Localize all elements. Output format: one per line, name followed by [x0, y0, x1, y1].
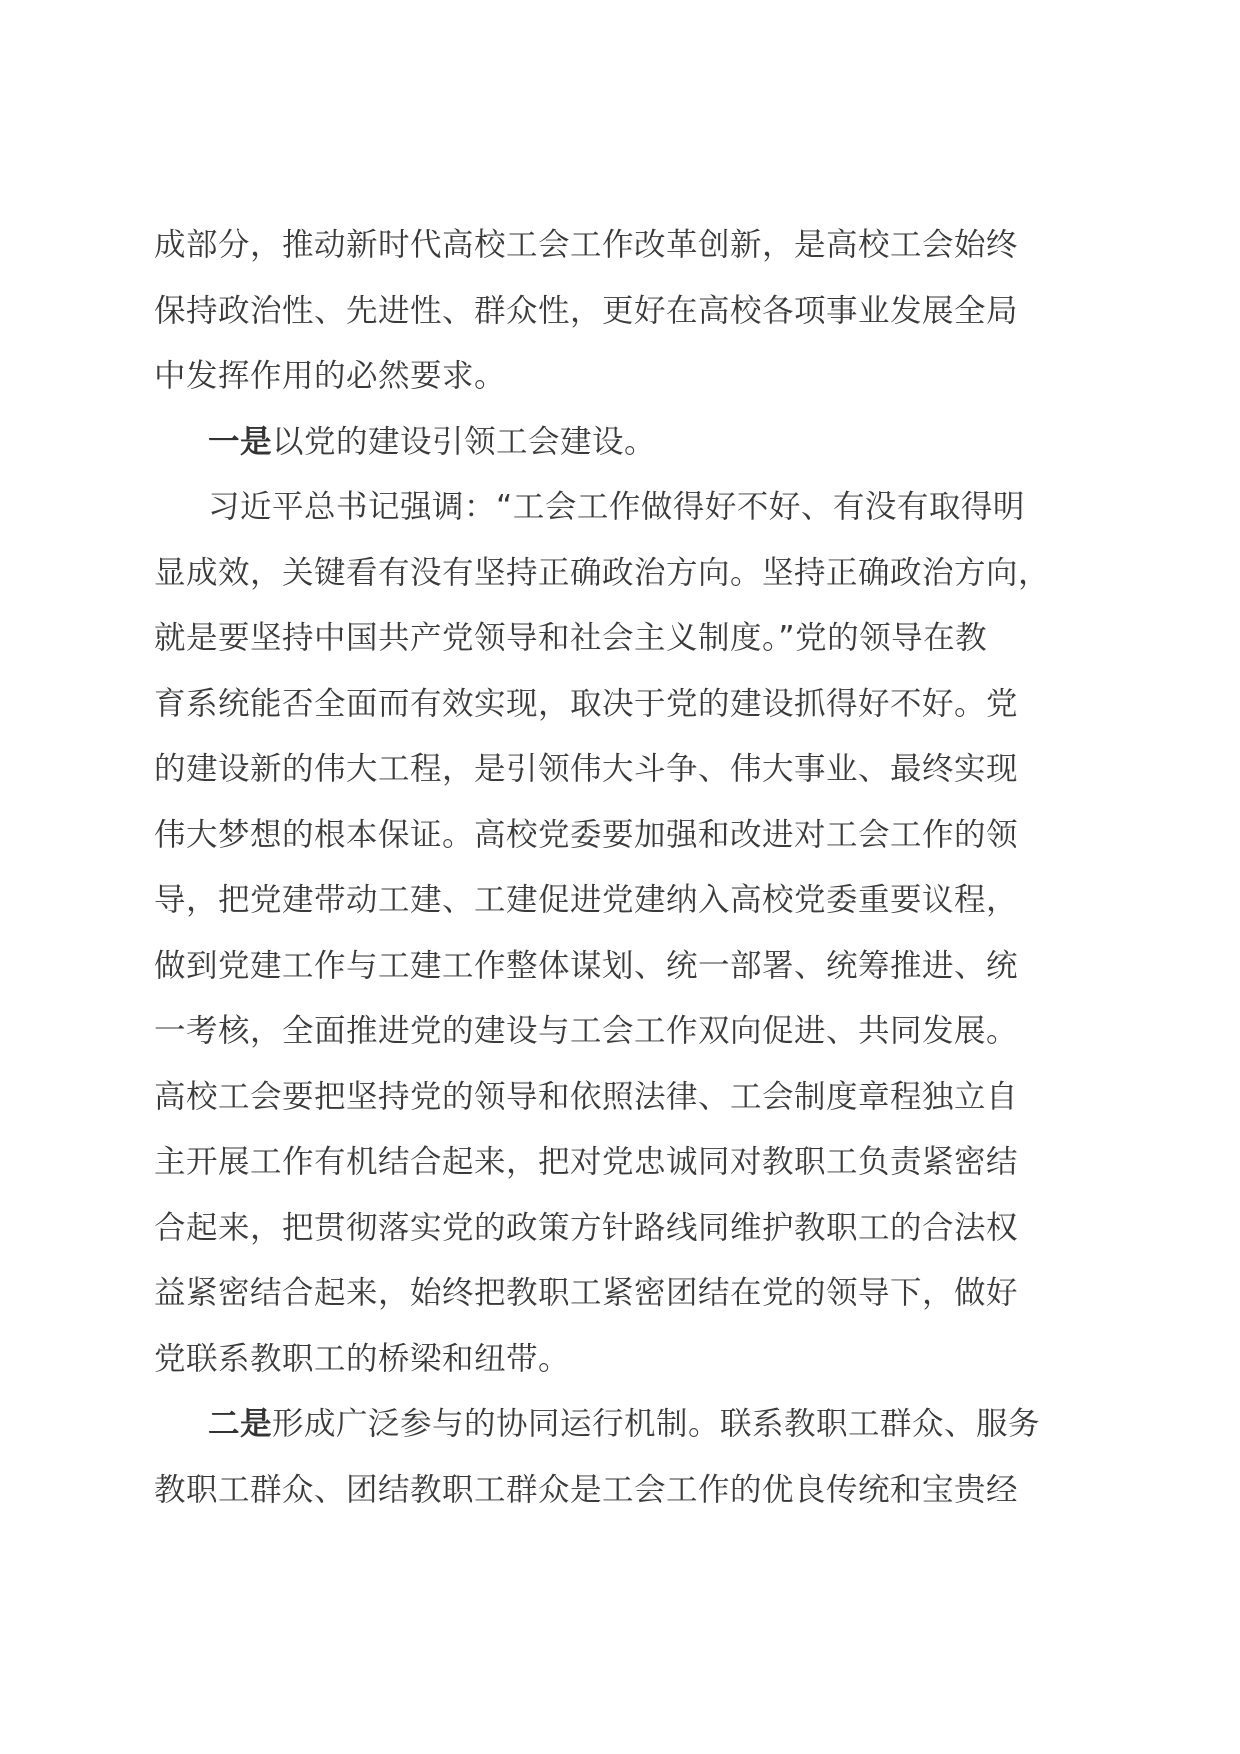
paragraph-line: 做到党建工作与工建工作整体谋划、统一部署、统筹推进、统 — [154, 947, 1019, 984]
section-heading-text: 形成广泛参与的协同运行机制。联系教职工群众、服务 — [272, 1406, 1041, 1442]
paragraph-line: 习近平总书记强调：“工会工作做得好不好、有没有取得明 — [208, 489, 1025, 525]
paragraph-line: 成部分，推动新时代高校工会工作改革创新，是高校工会始终 — [154, 227, 1019, 263]
paragraph-line: 党联系教职工的桥梁和纽带。 — [154, 1340, 571, 1377]
paragraph-line: 导，把党建带动工建、工建促进党建纳入高校党委重要议程， — [154, 882, 1019, 918]
section-heading-2 — [154, 1392, 1094, 1458]
paragraph-line: 合起来，把贯彻落实党的政策方针路线同维护教职工的合法权 — [154, 1209, 1019, 1246]
section-heading-1 — [154, 410, 1094, 476]
paragraph-line: 中发挥作用的必然要求。 — [154, 358, 507, 394]
document-body — [154, 213, 1094, 1523]
section-lead: 一是 — [208, 423, 273, 460]
paragraph-line: 益紧密结合起来，始终把教职工紧密团结在党的领导下，做好 — [154, 1275, 1019, 1311]
paragraph-line: 主开展工作有机结合起来，把对党忠诚同对教职工负责紧密结 — [154, 1144, 1019, 1180]
section-lead: 二是 — [208, 1406, 273, 1442]
paragraph-line: 就是要坚持中国共产党领导和社会主义制度。”党的领导在教 — [154, 620, 988, 656]
paragraph-line: 一考核，全面推进党的建设与工会工作双向促进、共同发展。 — [154, 1013, 1019, 1049]
paragraph-line: 育系统能否全面而有效实现，取决于党的建设抓得好不好。党 — [154, 685, 1019, 722]
paragraph-line: 显成效，关键看有没有坚持正确政治方向。坚持正确政治方向， — [154, 554, 1051, 591]
paragraph-line: 保持政治性、先进性、群众性，更好在高校各项事业发展全局 — [154, 292, 1019, 329]
section-heading-text: 以党的建设引领工会建设。 — [272, 423, 657, 460]
paragraph-line: 教职工群众、团结教职工群众是工会工作的优良传统和宝贵经 — [154, 1471, 1019, 1508]
paragraph-line: 伟大梦想的根本保证。高校党委要加强和改进对工会工作的领 — [154, 816, 1019, 853]
paragraph-line: 高校工会要把坚持党的领导和依照法律、工会制度章程独立自 — [154, 1078, 1019, 1115]
paragraph-line: 的建设新的伟大工程，是引领伟大斗争、伟大事业、最终实现 — [154, 751, 1019, 787]
